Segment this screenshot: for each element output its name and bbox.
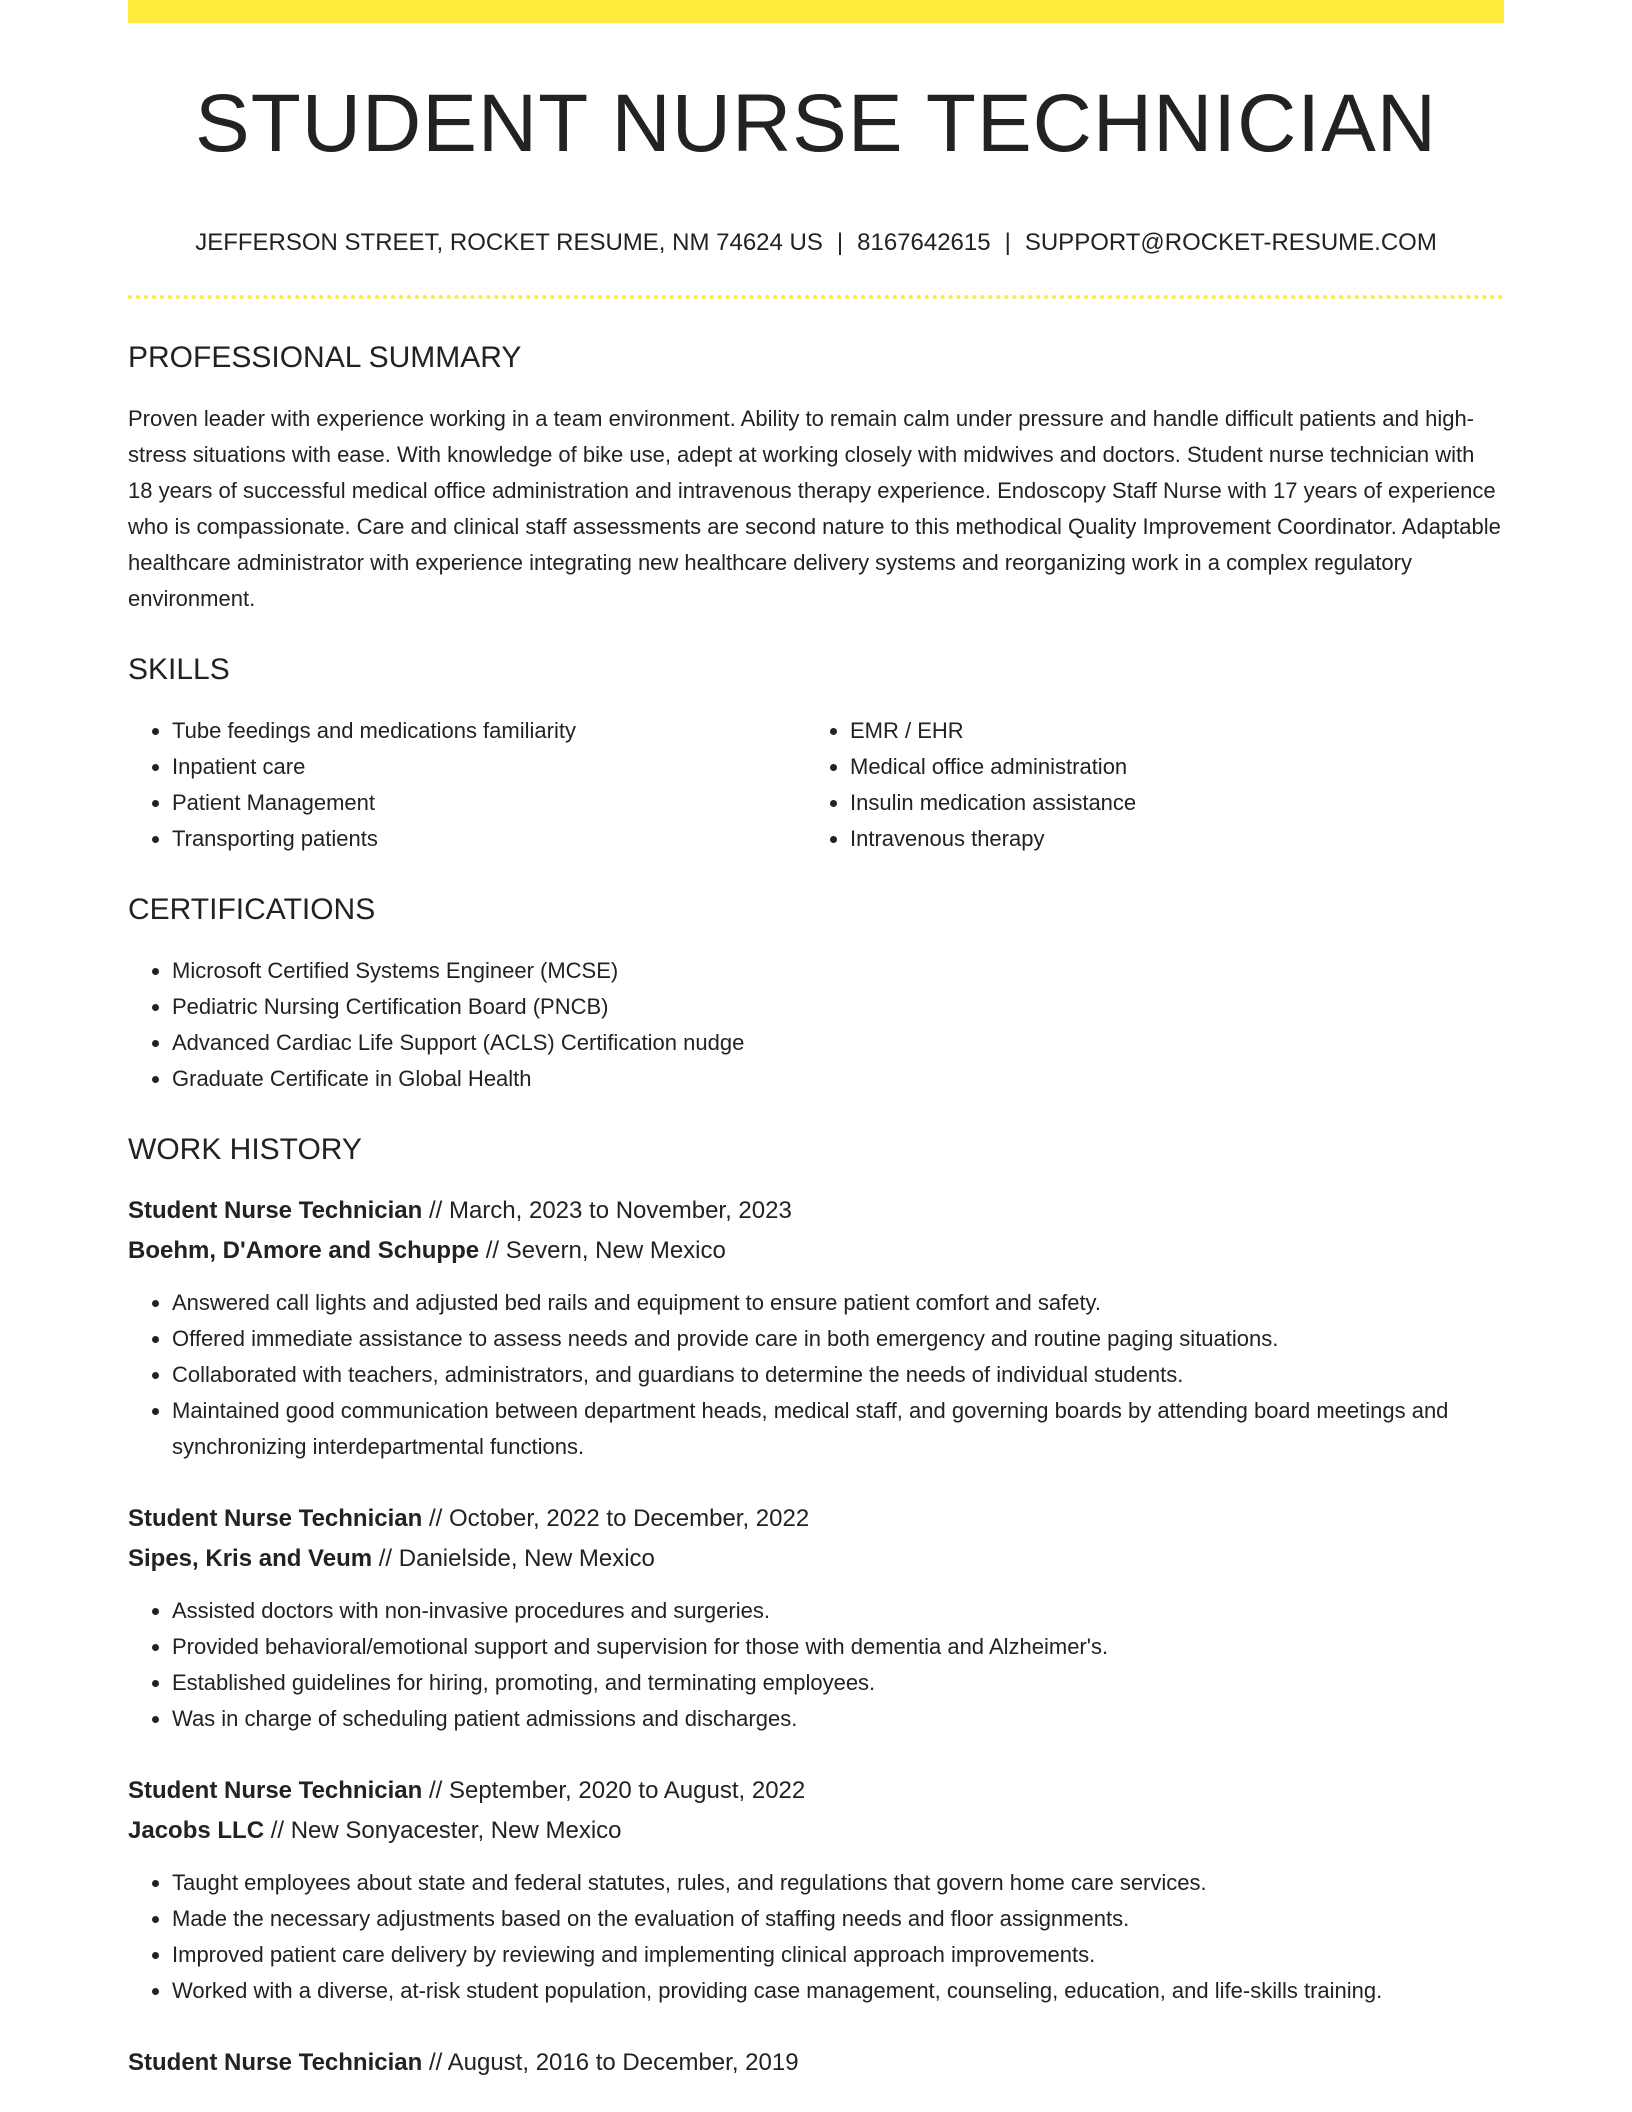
skill-item: • Inpatient care bbox=[172, 749, 806, 785]
job-role: Student Nurse Technician bbox=[128, 1777, 423, 1804]
job-entry bbox=[128, 2043, 1504, 2083]
accent-bar bbox=[128, 0, 1504, 23]
job-title-line bbox=[128, 1499, 1504, 1539]
skill-item: • Insulin medication assistance bbox=[850, 785, 1484, 821]
contact-phone: 8167642615 bbox=[857, 229, 991, 256]
job-location: // New Sonyacester, New Mexico bbox=[270, 1817, 622, 1844]
candidate-name: STUDENT NURSE TECHNICIAN bbox=[195, 78, 1437, 169]
certification-item: • Advanced Cardiac Life Support (ACLS) Certification nudge bbox=[172, 1025, 1504, 1061]
job-bullet: • Established guidelines for hiring, promoting, and terminating employees. bbox=[172, 1665, 1504, 1701]
job-title-line bbox=[128, 1191, 1504, 1231]
job-role: Student Nurse Technician bbox=[128, 2049, 423, 2076]
contact-separator: | bbox=[1004, 229, 1011, 256]
job-company: Jacobs LLC bbox=[128, 1817, 265, 1844]
job-bullet: • Was in charge of scheduling patient admissions and discharges. bbox=[172, 1701, 1504, 1737]
skill-item: • Transporting patients bbox=[172, 821, 806, 857]
job-bullet: • Assisted doctors with non-invasive procedures and surgeries. bbox=[172, 1593, 1504, 1629]
job-bullet: • Maintained good communication between department heads, medical staff, and governing boards by attending board meetings and synchronizing interdepartmental functions. bbox=[172, 1393, 1504, 1465]
skills-list-left bbox=[128, 713, 806, 857]
job-dates: // August, 2016 to December, 2019 bbox=[428, 2049, 799, 2076]
job-bullets bbox=[128, 1865, 1504, 2009]
job-bullet: • Answered call lights and adjusted bed rails and equipment to ensure patient comfort and safety. bbox=[172, 1285, 1504, 1321]
job-company-line bbox=[128, 1811, 1504, 1851]
contact-separator: | bbox=[836, 229, 844, 256]
job-company-line bbox=[128, 1231, 1504, 1271]
certification-item: • Graduate Certificate in Global Health bbox=[172, 1061, 1504, 1097]
summary-text: Proven leader with experience working in a team environment. Ability to remain calm under pressure and handle difficult patients and high-stress situations with ease. With knowledge of bike use, adept at working closely with midwives and doctors. Student nurse technician with 18 years of successful medical office administration and intravenous therapy experience. Endoscopy Staff Nurse with 17 years of experience who is compassionate. Care and clinical staff assessments are second nature to this methodical Quality Improvement Coordinator. Adaptable healthcare administrator with experience integrating new healthcare delivery systems and reorganizing work in a complex regulatory environment. bbox=[128, 406, 1501, 611]
skills-heading: SKILLS bbox=[128, 653, 230, 686]
job-bullet: • Improved patient care delivery by reviewing and implementing clinical approach improvements. bbox=[172, 1937, 1504, 1973]
skill-item: • Intravenous therapy bbox=[850, 821, 1484, 857]
job-role: Student Nurse Technician bbox=[128, 1197, 423, 1224]
job-bullets bbox=[128, 1593, 1504, 1737]
job-entry bbox=[128, 1191, 1504, 1465]
job-bullet: • Worked with a diverse, at-risk student population, providing case management, counseling, education, and life-skills training. bbox=[172, 1973, 1504, 2009]
job-dates: // September, 2020 to August, 2022 bbox=[428, 1777, 806, 1804]
skills-list-right bbox=[806, 713, 1484, 857]
certification-item: • Microsoft Certified Systems Engineer (MCSE) bbox=[172, 953, 1504, 989]
certifications-heading: CERTIFICATIONS bbox=[128, 893, 376, 926]
job-bullet: • Taught employees about state and federal statutes, rules, and regulations that govern home care services. bbox=[172, 1865, 1504, 1901]
job-bullet: • Provided behavioral/emotional support and supervision for those with dementia and Alzheimer's. bbox=[172, 1629, 1504, 1665]
contact-address: JEFFERSON STREET, ROCKET RESUME, NM 74624 US bbox=[195, 229, 823, 256]
contact-line bbox=[128, 231, 1504, 255]
contact-email: SUPPORT@ROCKET-RESUME.COM bbox=[1024, 229, 1437, 256]
job-role: Student Nurse Technician bbox=[128, 1505, 423, 1532]
resume-page bbox=[128, 0, 1504, 2083]
job-entry bbox=[128, 1499, 1504, 1737]
job-bullet: • Offered immediate assistance to assess needs and provide care in both emergency and routine paging situations. bbox=[172, 1321, 1504, 1357]
job-dates: // October, 2022 to December, 2022 bbox=[428, 1505, 810, 1532]
job-title-line bbox=[128, 2043, 1504, 2083]
work-history-heading: WORK HISTORY bbox=[128, 1133, 362, 1166]
job-company: Boehm, D'Amore and Schuppe bbox=[128, 1237, 480, 1264]
skill-item: • Tube feedings and medications familiarity bbox=[172, 713, 806, 749]
job-company: Sipes, Kris and Veum bbox=[128, 1545, 373, 1572]
dotted-divider bbox=[128, 295, 1504, 299]
job-location: // Severn, New Mexico bbox=[485, 1237, 726, 1264]
job-entry bbox=[128, 1771, 1504, 2009]
job-title-line bbox=[128, 1771, 1504, 1811]
certification-item: • Pediatric Nursing Certification Board (PNCB) bbox=[172, 989, 1504, 1025]
skill-item: • Medical office administration bbox=[850, 749, 1484, 785]
job-dates: // March, 2023 to November, 2023 bbox=[428, 1197, 792, 1224]
job-bullets bbox=[128, 1285, 1504, 1465]
skill-item: • Patient Management bbox=[172, 785, 806, 821]
job-company-line bbox=[128, 1539, 1504, 1579]
skill-item: • EMR / EHR bbox=[850, 713, 1484, 749]
summary-heading: PROFESSIONAL SUMMARY bbox=[128, 341, 522, 374]
job-bullet: • Collaborated with teachers, administrators, and guardians to determine the needs of individual students. bbox=[172, 1357, 1504, 1393]
job-bullet: • Made the necessary adjustments based on the evaluation of staffing needs and floor assignments. bbox=[172, 1901, 1504, 1937]
certifications-list bbox=[128, 953, 1504, 1097]
job-location: // Danielside, New Mexico bbox=[378, 1545, 655, 1572]
skills-grid bbox=[128, 685, 1504, 857]
